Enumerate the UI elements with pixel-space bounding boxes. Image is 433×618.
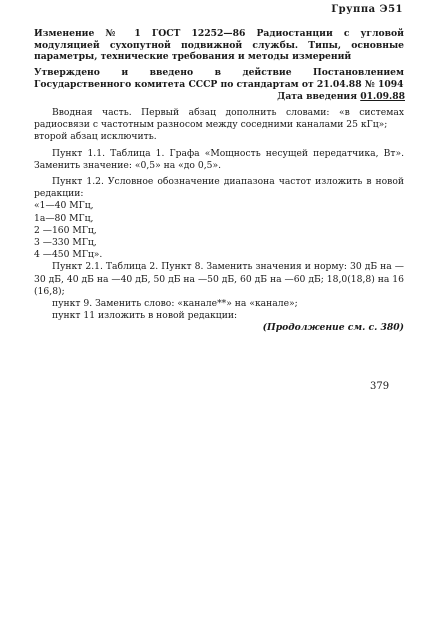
list-item: 4 —450 МГц». — [34, 249, 103, 261]
effective-date — [277, 91, 405, 102]
effective-date-label: Дата введения — [277, 91, 358, 102]
paragraph-2-1: Пункт 2.1. Таблица 2. Пункт 8. Заменить значения и норму: 30 дБ на —30 дБ, 40 дБ на —40 дБ, 50 дБ на —50 дБ, 60 дБ на —60 дБ; 18,0(18,8) на 16 (16,8); — [34, 261, 404, 297]
amendment-title: Изменение № 1 ГОСТ 12252—86 Радиостанции с угловой модуляцией сухопутной подвижной службы. Типы, основные параметры, технические требования и методы измерений — [34, 28, 404, 62]
paragraph-item-11: пункт 11 изложить в новой редакции: — [52, 310, 238, 322]
list-item: 2 —160 МГц, — [34, 224, 97, 236]
list-item: «1—40 МГц, — [34, 200, 94, 212]
continuation-note: (Продолжение см. с. 380) — [262, 322, 404, 334]
paragraph-intro: Вводная часть. Первый абзац дополнить словами: «в системах радиосвязи с частотным разносом между соседними каналами 25 кГц»; — [34, 107, 404, 131]
group-code: Группа Э51 — [331, 4, 403, 15]
list-item: 1а—80 МГц, — [34, 212, 94, 224]
approval-statement: Утверждено и введено в действие Постановлением Государственного комитета СССР по стандартам от 21.04.88 № 1094 — [34, 67, 404, 90]
amendment-body — [34, 107, 404, 335]
paragraph-intro-second: второй абзац исключить. — [34, 131, 157, 143]
paragraph-1-2: Пункт 1.2. Условное обозначение диапазона частот изложить в новой редакции: — [34, 176, 404, 200]
page-number: 379 — [370, 381, 390, 392]
paragraph-1-1: Пункт 1.1. Таблица 1. Графа «Мощность несущей передатчика, Вт». Заменить значение: «0,5» на «до 0,5». — [34, 147, 404, 171]
effective-date-value: 01.09.88 — [360, 91, 405, 102]
paragraph-item-9: пункт 9. Заменить слово: «канале**» на «канале»; — [52, 298, 298, 310]
list-item: 3 —330 МГц, — [34, 237, 97, 249]
